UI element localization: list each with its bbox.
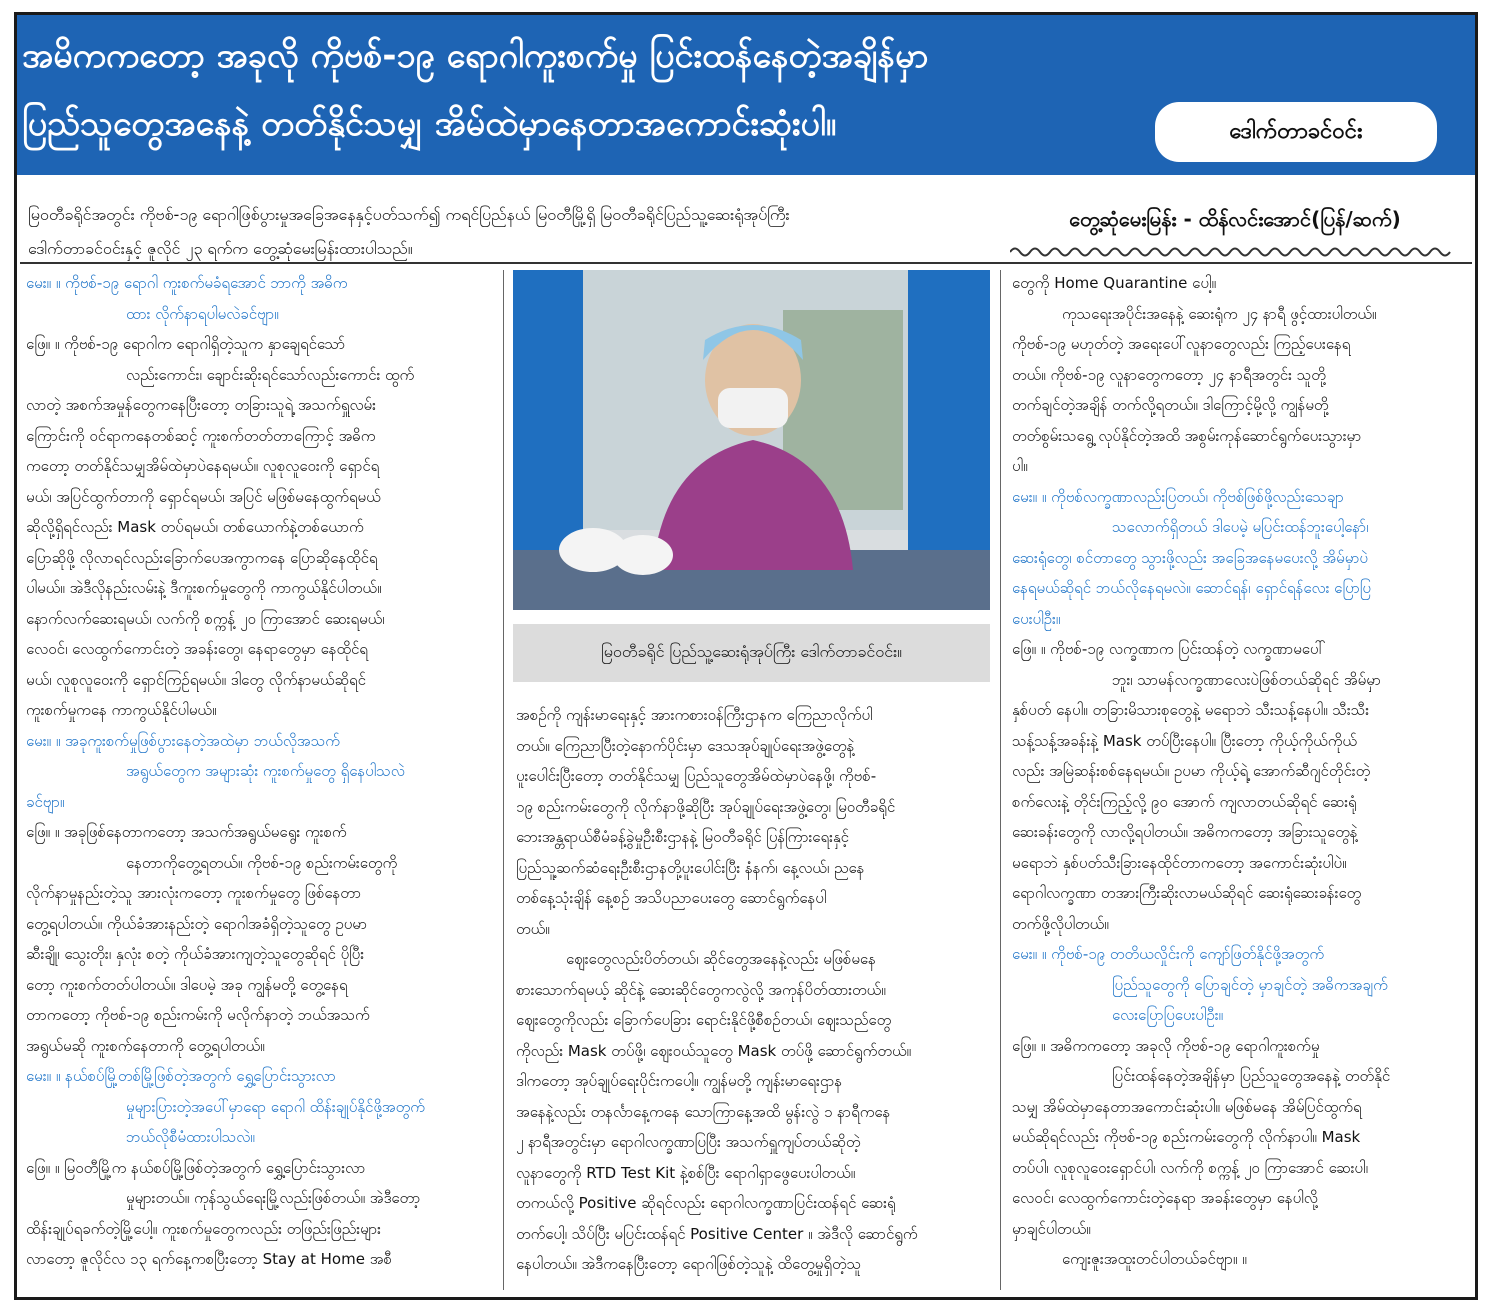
text-line: တစ်နေ့သုံးချိန် နေ့စဉ် အသိပညာပေးတွေ ဆောင်ရွက်နေပါ	[516, 889, 827, 907]
text-line: ကြောင်းကို ဝင်ရာကနေတစ်ဆင့် ကူးစက်တတ်တာကြောင့် အဓိက	[26, 426, 376, 445]
question-line: မေး။ ။ အခုကူးစက်မှုဖြစ်ပွားနေတဲ့အထဲမှာ ဘယ်လိုအသက်	[26, 731, 340, 750]
text-line: မှာချင်ပါတယ်။	[1012, 1219, 1091, 1238]
headline-line-1: အမိကကတော့ အခုလို ကိုဗစ်-၁၉ ရောဂါကူးစက်မှု ပြင်းထန်နေတဲ့အချိန်မှာ	[22, 36, 929, 76]
byline-box: ဒေါက်တာခင်ဝင်း	[1155, 102, 1437, 162]
text-line: နေပါတယ်။ အဲဒီကနေပြီးတော့ ရောဂါဖြစ်တဲ့သူနဲ့ ထိတွေ့မှုရှိတဲ့သူ	[516, 1255, 862, 1273]
text-line: နောက်လက်ဆေးရမယ်၊ လက်ကို စက္ကန့် ၂၀ ကြာအောင် ဆေးရမယ်၊	[26, 609, 385, 628]
headline-line-2: ပြည်သူတွေအနေနဲ့ တတ်နိုင်သမျှ အိမ်ထဲမှာနေတာအကောင်းဆုံးပါ။	[22, 104, 837, 144]
text-line: စက်လေးနဲ့ တိုင်းကြည့်လို့ ၉၀ အောက် ကျလာတယ်ဆိုရင် ဆေးရုံ	[1012, 792, 1357, 811]
text-line: ၁၉ စည်းကမ်းတွေကို လိုက်နာဖို့ဆိုပြီး အုပ်ချုပ်ရေးအဖွဲ့တွေ၊ မြဝတီခရိုင်	[516, 797, 896, 816]
photo-caption: မြဝတီခရိုင် ပြည်သူ့ဆေးရုံအုပ်ကြီး ဒေါက်တာခင်ဝင်း။	[513, 624, 990, 682]
question-line: ဘယ်လိုစီမံထားပါသလဲ။	[126, 1128, 255, 1146]
question-line: ပြည်သူတွေကို ပြောချင်တဲ့ မှာချင်တဲ့ အဓိကအချက်	[1112, 975, 1388, 994]
text-line: မှုများတယ်။ ကုန်သွယ်ရေးမြို့လည်းဖြစ်တယ်။ အဲဒီတော့	[126, 1189, 421, 1207]
question-line: ထား လိုက်နာရပါမလဲခင်ဗျာ။	[126, 304, 279, 323]
intro-line: ဒေါက်တာခင်ဝင်းနှင့် ဇူလိုင် ၂၃ ရက်က တွေ့ဆုံမေးမြန်းထားပါသည်။	[28, 239, 413, 258]
text-line: ပါမယ်။ အဲဒီလိုနည်းလမ်းနဲ့ ဒီကူးစက်မှုတွေကို ကာကွယ်နိုင်ပါတယ်။	[26, 579, 382, 597]
text-line: သန့်သန့်အခန်းနဲ့ Mask တပ်ပြီးနေပါ။ ပြီးတော့ ကိုယ့်ကိုယ်ကိုယ်	[1012, 731, 1357, 750]
question-line: နေရမယ်ဆိုရင် ဘယ်လိုနေရမလဲ။ ဆောင်ရန်၊ ရှောင်ရန်လေး ပြောပြ	[1012, 579, 1371, 597]
text-line: ဖြေ။ ။ ကိုဗစ်-၁၉ လက္ခဏာက ပြင်းထန်တဲ့ လက္ခဏာမပေါ်	[1012, 640, 1326, 658]
text-line: မယ်၊ အပြင်ထွက်တာကို ရှောင်ရမယ်၊ အပြင် မဖြစ်မနေထွက်ရမယ်	[26, 487, 381, 506]
text-line: တွေကို Home Quarantine ပေါ့။	[1012, 274, 1217, 292]
text-line: ဖြေ။ ။ အဓိကကတော့ အခုလို ကိုဗစ်-၁၉ ရောဂါကူးစက်မှု	[1012, 1036, 1320, 1055]
text-line: ပူးပေါင်းပြီးတော့ တတ်နိုင်သမျှ ပြည်သူတွေအိမ်ထဲမှာပဲနေဖို့၊ ကိုဗစ်-	[516, 767, 877, 785]
text-line: ပြောဆိုဖို့ လိုလာရင်လည်းခြောက်ပေအကွာကနေ ပြောဆိုနေထိုင်ရ	[26, 548, 378, 567]
question-line: မေး။ ။ ကိုဗစ်-၁၉ တတိယလှိုင်းကို ကျော်ဖြတ်နိုင်ဖို့အတွက်	[1012, 945, 1325, 963]
text-line: တကယ်လို့ Positive ဆိုရင်လည်း ရောဂါလက္ခဏာပြင်းထန်ရင် ဆေးရုံ	[516, 1194, 896, 1212]
text-line: တပ်ပါ၊ လူစုလူဝေးရှောင်ပါ၊ လက်ကို စက္ကန့် ၂၀ ကြာအောင် ဆေးပါ၊	[1012, 1158, 1368, 1177]
text-line: မယ်၊ လူစုလူဝေးကို ရှောင်ကြဉ်ရမယ်။ ဒါတွေ လိုက်နာမယ်ဆိုရင်	[26, 670, 366, 689]
question-line: အရွယ်တွေက အများဆုံး ကူးစက်မှုတွေ ရှိနေပါသလဲ	[126, 762, 405, 780]
text-line: လေဝင်၊ လေထွက်ကောင်းတဲ့ အခန်းတွေ၊ နေရာတွေမှာ နေထိုင်ရ	[26, 640, 368, 658]
text-line: သမျှ အိမ်ထဲမှာနေတာအကောင်းဆုံးပါ။ မဖြစ်မနေ အိမ်ပြင်ထွက်ရ	[1012, 1097, 1362, 1116]
text-line: ဖြေ။ ။ ကိုဗစ်-၁၉ ရောဂါက ရောဂါရှိတဲ့သူက နှာချေရင်သော်	[26, 335, 346, 353]
text-line: ကတော့ တတ်နိုင်သမျှအိမ်ထဲမှာပဲနေရမယ်။ လူစုလူဝေးကို ရှောင်ရ	[26, 457, 380, 475]
text-line: နေတာကိုတွေ့ရတယ်။ ကိုဗစ်-၁၉ စည်းကမ်းတွေကို	[126, 853, 398, 872]
text-line: ထိန်းချုပ်ရခက်တဲ့မြို့ပေါ့။ ကူးစက်မှုတွေကလည်း တဖြည်းဖြည်းများ	[26, 1219, 381, 1238]
question-line: မေး။ ။ နယ်စပ်မြို့တစ်မြို့ဖြစ်တဲ့အတွက် ရွှေ့ပြောင်းသွားလာ	[26, 1067, 336, 1085]
text-line: အနေနဲ့လည်း တနင်္လာနေ့ကနေ သောကြာနေ့အထိ မွန်းလွဲ ၁ နာရီကနေ	[516, 1102, 891, 1121]
text-line: ကျေးဇူးအထူးတင်ပါတယ်ခင်ဗျာ။ ။	[1062, 1250, 1247, 1268]
text-line: လေဝင်၊ လေထွက်ကောင်းတဲ့နေရာ အခန်းတွေမှာ နေပါလို့	[1012, 1189, 1318, 1207]
page-frame	[14, 12, 1478, 1300]
text-line: တတ်စွမ်းသရွေ့ လုပ်နိုင်တဲ့အထိ အစွမ်းကုန်ဆောင်ရွက်ပေးသွားမှာ	[1012, 426, 1362, 445]
text-line: ရောဂါလက္ခဏာ တအားကြီးဆိုးလာမယ်ဆိုရင် ဆေးရုံဆေးခန်းတွေ	[1012, 884, 1362, 902]
text-line: စားသောက်ရမယ့် ဆိုင်နဲ့ ဆေးဆိုင်တွေကလွဲလို့ အကုန်ပိတ်ထားတယ်။	[516, 980, 886, 999]
text-line: ပြည်သူ့ဆက်ဆံရေးဦးစီးဌာနတို့ပူးပေါင်းပြီး နံနက်၊ နေ့လယ်၊ ညနေ	[516, 858, 865, 877]
text-line: ပါ။	[1012, 457, 1028, 475]
question-line: လေးပြောပြပေးပါဦး။	[1112, 1006, 1224, 1024]
text-line: တက်ပေါ့၊ သိပ်ပြီး မပြင်းထန်ရင် Positive Center ။ အဲဒီလို ဆောင်ရွက်	[516, 1224, 918, 1243]
intro-line: မြဝတီခရိုင်အတွင်း ကိုဗစ်-၁၉ ရောဂါဖြစ်ပွားမှုအခြေအနေနှင့်ပတ်သက်၍ ကရင်ပြည်နယ် မြဝတီမြို့ရှိ မြဝတီခရိုင်ပြည်သူ့ဆေးရုံအုပ်ကြီး	[28, 205, 790, 224]
text-line: တယ်။	[516, 919, 550, 938]
text-line: ဈေးတွေကိုလည်း ခြောက်ပေခြား ရောင်းနိုင်ဖို့စီစဉ်တယ်၊ ဈေးသည်တွေ	[516, 1011, 892, 1029]
question-line: ဆေးရုံတွေ၊ စင်တာတွေ သွားဖို့လည်း အခြေအနေမပေးလို့ အိမ်မှာပဲ	[1012, 548, 1368, 567]
text-line: လိုက်နာမှုနည်းတဲ့သူ အားလုံးကတော့ ကူးစက်မှုတွေ ဖြစ်နေတာ	[26, 884, 362, 902]
text-line: ဆိုလို့ရှိရင်လည်း Mask တပ်ရမယ်၊ တစ်ယောက်နဲ့တစ်ယောက်	[26, 518, 364, 536]
text-line: တက်ချင်တဲ့အချိန် တက်လို့ရတယ်။ ဒါကြောင့်မို့လို့ ကျွန်မတို့	[1012, 396, 1329, 414]
text-line: တာကတော့ ကိုဗစ်-၁၉ စည်းကမ်းကို မလိုက်နာတဲ့ ဘယ်အသက်	[26, 1006, 370, 1024]
text-line: လည်း အမြဲဆန်းစစ်နေရမယ်။ ဥပမာ ကိုယ့်ရဲ့ အောက်ဆီဂျင်တိုင်းတဲ့	[1012, 762, 1371, 780]
text-line: တက်ဖို့လိုပါတယ်။	[1012, 914, 1109, 933]
question-line: ပေးပါဦး။	[1012, 609, 1061, 628]
text-line: ဒါကတော့ အုပ်ချုပ်ရေးပိုင်းကပေါ့။ ကျွန်မတို့ ကျန်းမာရေးဌာန	[516, 1072, 843, 1090]
question-line: မှုများပြားတဲ့အပေါ်မှာရော ရောဂါ ထိန်းချုပ်နိုင်ဖို့အတွက်	[126, 1097, 425, 1116]
question-line: ခင်ဗျာ။	[26, 792, 65, 811]
text-line: မယ်ဆိုရင်လည်း ကိုဗစ်-၁၉ စည်းကမ်းတွေကို လိုက်နာပါ။ Mask	[1012, 1128, 1361, 1146]
text-line: ကိုလည်း Mask တပ်ဖို့၊ ဈေးဝယ်သူတွေ Mask တပ်ဖို့ ဆောင်ရွက်တယ်။	[516, 1041, 912, 1060]
text-line: ၂ နာရီအတွင်းမှာ ရောဂါလက္ခဏာပြပြီး အသက်ရှူကျပ်တယ်ဆိုတဲ့	[516, 1133, 861, 1151]
text-line: တော့ ကူးစက်တတ်ပါတယ်။ ဒါပေမဲ့ အခု ကျွန်မတို့ တွေ့နေရ	[26, 975, 348, 994]
text-line: အစဉ်ကို ကျန်းမာရေးနှင့် အားကစားဝန်ကြီးဌာနက ကြေညာလိုက်ပါ	[516, 706, 873, 724]
text-line: ကုသရေးအပိုင်းအနေနဲ့ ဆေးရုံက ၂၄ နာရီ ဖွင့်ထားပါတယ်။	[1062, 304, 1377, 323]
text-line: လူနာတွေကို RTD Test Kit နဲ့စစ်ပြီး ရောဂါရှာဖွေပေးပါတယ်။	[516, 1163, 856, 1182]
text-line: ကူးစက်မှုကနေ ကာကွယ်နိုင်ပါမယ်။	[26, 701, 217, 719]
text-line: ဆေးခန်းတွေကို လာလို့ရပါတယ်။ အဓိကကတော့ အခြားသူတွေနဲ့	[1012, 823, 1358, 841]
text-line: ဖြေ။ ။ မြဝတီမြို့က နယ်စပ်မြို့ဖြစ်တဲ့အတွက် ရွှေ့ပြောင်းသွားလာ	[26, 1158, 366, 1177]
text-line: ပြင်းထန်နေတဲ့အချိန်မှာ ပြည်သူတွေအနေနဲ့ တတ်နိုင်	[1112, 1067, 1391, 1085]
text-line: တယ်။ ကြေညာပြီးတဲ့နောက်ပိုင်းမှာ ဒေသအုပ်ချုပ်ရေးအဖွဲ့တွေနဲ့	[516, 736, 855, 755]
question-line: မေး။ ။ ကိုဗစ်လက္ခဏာလည်းပြတယ်၊ ကိုဗစ်ဖြစ်ဖို့လည်းသေချာ	[1012, 487, 1344, 506]
text-line: ဆီးချို၊ သွေးတိုး၊ နှလုံး စတဲ့ ကိုယ်ခံအားကျတဲ့သူတွေဆိုရင် ပိုပြီး	[26, 945, 365, 963]
question-line: သလောက်ရှိတယ် ဒါပေမဲ့ မပြင်းထန်ဘူးပေါ့နော်၊	[1112, 518, 1369, 536]
text-line: လည်းကောင်း၊ ချောင်းဆိုးရင်သော်လည်းကောင်း ထွက်	[126, 365, 415, 384]
text-line: လာတဲ့ အစက်အမှုန်တွေကနေပြီးတော့ တခြားသူရဲ့ အသက်ရှူလမ်း	[26, 396, 376, 414]
text-line: တယ်။ ကိုဗစ်-၁၉ လူနာတွေကတော့ ၂၄ နာရီအတွင်း သူတို့	[1012, 365, 1326, 384]
text-line: ဈေးတွေလည်းပိတ်တယ်၊ ဆိုင်တွေအနေနဲ့လည်း မဖြစ်မနေ	[566, 950, 876, 968]
text-line: မရောဘဲ နှစ်ပတ်သီးခြားနေထိုင်တာကတော့ အကောင်းဆုံးပါပဲ။	[1012, 853, 1347, 872]
text-line: တွေ့ရပါတယ်။ ကိုယ်ခံအားနည်းတဲ့ ရောဂါအခံရှိတဲ့သူတွေ ဥပမာ	[26, 914, 367, 933]
text-line: နှစ်ပတ် နေပါ။ တခြားမိသားစုတွေနဲ့ မရောဘဲ သီးသန့်နေပါ။ သီးသီး	[1012, 701, 1370, 719]
text-line: လာတော့ ဇူလိုင်လ ၁၃ ရက်နေ့ကစပြီးတော့ Stay at Home အစီ	[26, 1250, 392, 1268]
text-line: အရွယ်မဆို ကူးစက်နေတာကို တွေ့ရပါတယ်။	[26, 1036, 265, 1055]
interviewer-credit: တွေ့ဆုံမေးမြန်း - ထိန်လင်းအောင်(ပြန်/ဆက်)	[1069, 207, 1401, 231]
text-line: ကိုဗစ်-၁၉ မဟုတ်တဲ့ အရေးပေါ်လူနာတွေလည်း ကြည့်ပေးနေရ	[1012, 335, 1351, 353]
text-line: ဘေးအန္တရာယ်စီမံခန့်ခွဲမှုဦးစီးဌာနနဲ့ မြဝတီခရိုင် ပြန်ကြားရေးနှင့်	[516, 828, 849, 846]
question-line: မေး။ ။ ကိုဗစ်-၁၉ ရောဂါ ကူးစက်မခံရအောင် ဘာကို အဓိက	[26, 274, 348, 292]
text-line: ဘူး၊ သာမန်လက္ခဏာလေးပဲဖြစ်တယ်ဆိုရင် အိမ်မှာ	[1112, 670, 1381, 689]
text-line: ဖြေ။ ။ အခုဖြစ်နေတာကတော့ အသက်အရွယ်မရွေး ကူးစက်	[26, 823, 347, 841]
